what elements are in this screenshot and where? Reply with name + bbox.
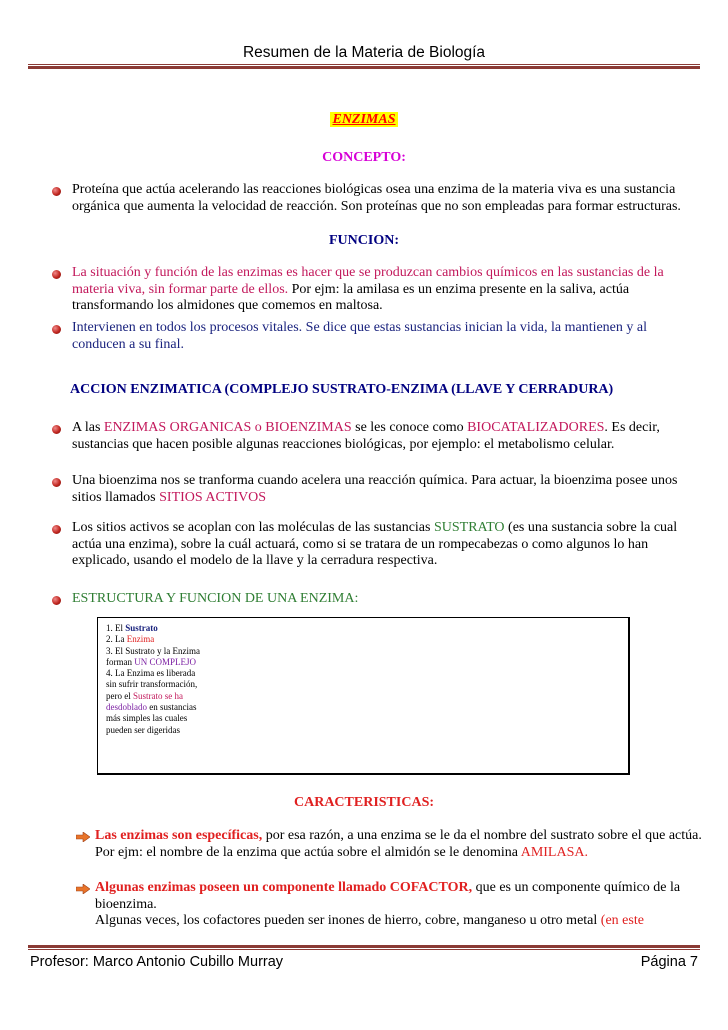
diagram-line: 3. El Sustrato y la Enzima [106,645,200,656]
accion-paragraph-2: Una bioenzima nos se tranforma cuando acelera una reacción química. Para actuar, la bioenzima posee unos sitios llamados SITIOS ACTIVOS [72,473,678,505]
footer-rule [28,949,700,950]
funcion-paragraph-1: La situación y función de las enzimas es hacer que se produzcan cambios químicos en las sustancias de la materia viva, sin formar parte de ellos. Por ejm: la amilasa es un enzima presente en la saliva, actúa transformando los almidones que comemos en maltosa. [72,265,664,313]
header-rule [28,64,700,65]
funcion-heading: FUNCION: [329,233,399,248]
round-bullet-icon [52,325,61,334]
arrow-bullet-icon [76,884,90,894]
funcion-paragraph-2: Intervienen en todos los procesos vitales. Se dice que estas sustancias inician la vida, la mantienen y al conducen a su final. [72,320,647,352]
diagram-line: desdoblado en sustancias [106,702,197,713]
diagram-line: pero el Sustrato se ha [106,690,183,701]
concepto-paragraph: Proteína que actúa acelerando las reacciones biológicas osea una enzima de la materia viva es una sustancia orgánica que aumenta la velocidad de reacción. Son proteínas que no son empleadas para formar estructuras. [72,182,681,214]
accion-paragraph-1: A las ENZIMAS ORGANICAS o BIOENZIMAS se les conoce como BIOCATALIZADORES. Es decir, sustancias que hacen posible algunas reacciones biológicas, por ejemplo: el metabolismo celular. [72,420,660,452]
diagram-line: forman UN COMPLEJO [106,656,197,667]
arrow-bullet-icon [76,832,90,842]
concepto-heading: CONCEPTO: [322,150,406,165]
caracteristicas-heading: CARACTERISTICAS: [293,795,435,810]
accion-heading: ACCION ENZIMATICA (COMPLEJO SUSTRATO-ENZIMA (LLAVE Y CERRADURA) [70,382,614,397]
diagram-line: 1. El Sustrato [106,623,158,633]
round-bullet-icon [52,187,61,196]
caracteristica-paragraph-1: Las enzimas son específicas, por esa razón, a una enzima se le da el nombre del sustrato sobre el que actúa. Por ejm: el nombre de la enzima que actúa sobre el almidón se le denomina AMILASA. [95,828,702,860]
round-bullet-icon [52,270,61,279]
footer-author: Profesor: Marco Antonio Cubillo Murray [30,954,284,970]
accion-paragraph-3: Los sitios activos se acoplan con las moléculas de las sustancias SUSTRATO (es una sustancia sobre la cual actúa una enzima), sobre la cuál actuará, como si se tratara de un rompecabezas o como algunos lo han explicado, usando el modelo de la llave y la cerradura respectiva. [72,520,678,568]
diagram-caption [106,623,236,736]
diagram-line: sin sufrir transformación, [106,679,198,690]
round-bullet-icon [52,425,61,434]
round-bullet-icon [52,478,61,487]
round-bullet-icon [52,596,61,605]
footer-rule-thick [28,945,700,948]
page-header-title: Resumen de la Materia de Biología [242,44,486,61]
page-number: Página 7 [640,954,698,970]
main-title: ENZIMAS [332,112,396,127]
caracteristica-paragraph-2: Algunas enzimas poseen un componente llamado COFACTOR, que es un componente químico de la bioenzima. Algunas veces, los cofactores pueden ser inones de hierro, cobre, manganeso u otro metal (en este [95,880,681,928]
diagram-line: 2. La Enzima [106,634,155,645]
diagram-line: 4. La Enzima es liberada [106,668,196,679]
enzyme-diagram-box [97,617,630,775]
estructura-heading: ESTRUCTURA Y FUNCION DE UNA ENZIMA: [72,591,359,606]
round-bullet-icon [52,525,61,534]
diagram-line: pueden ser digeridas [106,724,180,735]
header-rule-thick [28,66,700,69]
diagram-line: más simples las cuales [106,713,188,724]
